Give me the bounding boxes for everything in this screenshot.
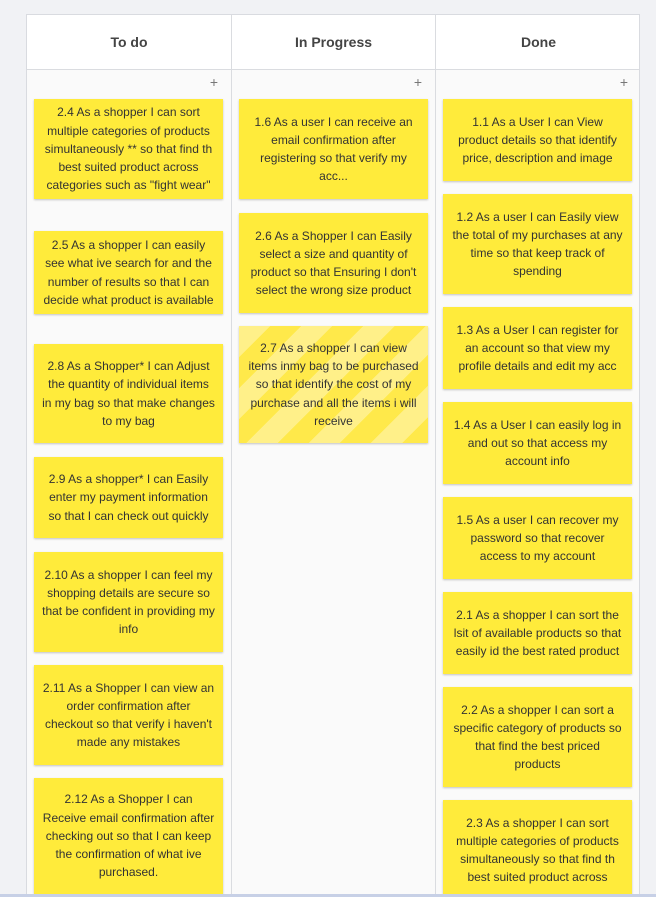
card[interactable]: 1.1 As a User I can View product details so that identify price, description and image bbox=[443, 99, 632, 181]
column-title: In Progress bbox=[232, 15, 435, 70]
card[interactable]: 1.6 As a user I can receive an email confirmation after registering so that verify my acc... bbox=[239, 99, 428, 199]
card[interactable]: 2.12 As a Shopper I can Receive email confirmation after checking out so that I can keep the confirmation of what ive purchased. bbox=[34, 778, 223, 894]
card[interactable]: 2.4 As a shopper I can sort multiple categories of products simultaneously ** so that find th best suited product across categories such as "fight wear" bbox=[34, 99, 223, 199]
card[interactable]: 2.1 As a shopper I can sort the lsit of available products so that easily id the best rated product bbox=[443, 592, 632, 674]
card[interactable]: 2.5 As a shopper I can easily see what ive search for and the number of results so that I can decide what product is available bbox=[34, 231, 223, 314]
card-dragging[interactable]: 2.7 As a shopper I can view items inmy bag to be purchased so that identify the cost of my purchase and all the items i will receive bbox=[239, 326, 428, 443]
card[interactable]: 2.3 As a shopper I can sort multiple categories of products simultaneously so that find th best suited product across bbox=[443, 800, 632, 897]
card[interactable]: 1.3 As a User I can register for an account so that view my profile details and edit my acc bbox=[443, 307, 632, 389]
column-todo bbox=[27, 15, 232, 896]
card[interactable]: 1.2 As a user I can Easily view the total of my purchases at any time so that keep track of spending bbox=[443, 194, 632, 294]
card[interactable]: 2.8 As a Shopper* I can Adjust the quantity of individual items in my bag so that make changes to my bag bbox=[34, 344, 223, 443]
card[interactable]: 2.10 As a shopper I can feel my shopping details are secure so that be confident in providing my info bbox=[34, 552, 223, 652]
card[interactable]: 1.5 As a user I can recover my password so that recover access to my account bbox=[443, 497, 632, 579]
add-card-button[interactable]: + bbox=[209, 74, 219, 90]
add-card-button[interactable]: + bbox=[413, 74, 423, 90]
column-in-progress bbox=[232, 15, 436, 896]
card[interactable]: 2.9 As a shopper* I can Easily enter my payment information so that I can check out quickly bbox=[34, 457, 223, 538]
card[interactable]: 2.6 As a Shopper I can Easily select a size and quantity of product so that Ensuring I don't select the wrong size product bbox=[239, 213, 428, 313]
card[interactable]: 2.11 As a Shopper I can view an order confirmation after checkout so that verify i haven't made any mistakes bbox=[34, 665, 223, 765]
card[interactable]: 1.4 As a User I can easily log in and out so that access my account info bbox=[443, 402, 632, 484]
card[interactable]: 2.2 As a shopper I can sort a specific category of products so that find the best priced products bbox=[443, 687, 632, 787]
kanban-board bbox=[26, 14, 640, 897]
column-title: Done bbox=[436, 15, 640, 70]
add-card-button[interactable]: + bbox=[619, 74, 629, 90]
column-done bbox=[436, 15, 640, 896]
column-title: To do bbox=[27, 15, 231, 70]
